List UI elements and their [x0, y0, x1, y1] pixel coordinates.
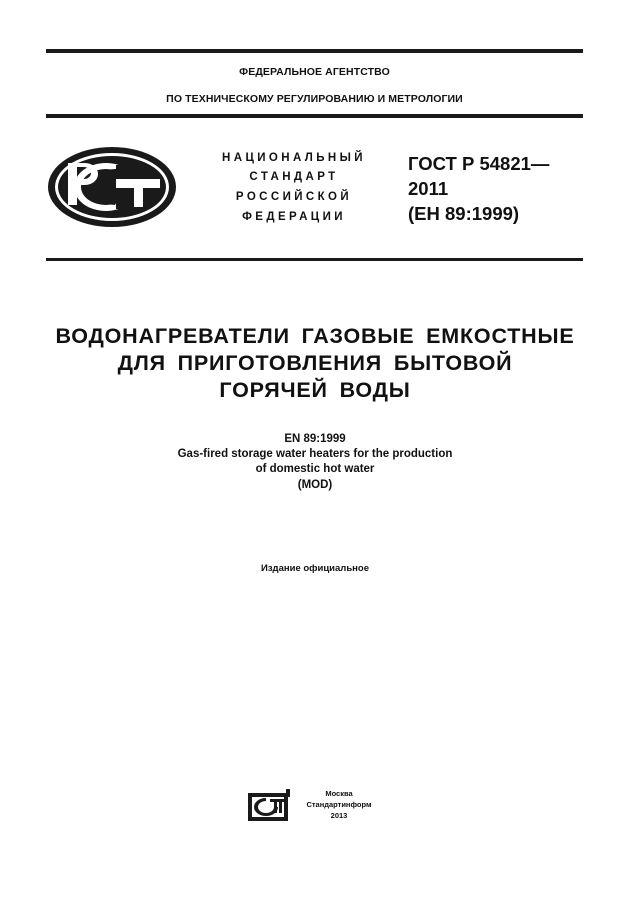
- publisher-year: 2013: [330, 811, 348, 820]
- national-standard-line-1: НАЦИОНАЛЬНЫЙ: [222, 152, 366, 164]
- standard-designation: [408, 151, 588, 226]
- designation-line-1: ГОСТ Р 54821—: [408, 153, 550, 174]
- document-title-line-3: ГОРЯЧЕЙ ВОДЫ: [219, 378, 411, 402]
- agency-line-1: ФЕДЕРАЛЬНОЕ АГЕНТСТВО: [239, 66, 390, 78]
- document-title-line-1: ВОДОНАГРЕВАТЕЛИ ГАЗОВЫЕ ЕМКОСТНЫЕ: [55, 324, 575, 348]
- agency-line-2: ПО ТЕХНИЧЕСКОМУ РЕГУЛИРОВАНИЮ И МЕТРОЛОГИИ: [166, 93, 463, 105]
- rst-logo-icon: [46, 145, 178, 229]
- middle-rule: [46, 258, 583, 261]
- en-title-line-1: Gas-fired storage water heaters for the production: [177, 448, 453, 460]
- publisher-city: Москва: [325, 789, 353, 798]
- en-title-line-2: of domestic hot water: [255, 463, 375, 475]
- en-mod: (MOD): [297, 479, 333, 491]
- top-rule: [46, 49, 583, 53]
- publisher-name: Стандартинформ: [306, 800, 372, 809]
- national-standard-line-4: ФЕДЕРАЦИИ: [242, 211, 346, 223]
- national-standard-line-2: СТАНДАРТ: [249, 171, 339, 183]
- national-standard-line-3: РОССИЙСКОЙ: [235, 191, 353, 203]
- document-title-line-2: ДЛЯ ПРИГОТОВЛЕНИЯ БЫТОВОЙ: [117, 351, 513, 375]
- edition-label: Издание официальное: [261, 563, 369, 574]
- designation-line-3: (ЕН 89:1999): [408, 203, 520, 224]
- en-code: EN 89:1999: [284, 433, 346, 445]
- header-rule: [46, 114, 583, 118]
- standartinform-logo-icon: [248, 789, 292, 823]
- designation-line-2: 2011: [408, 178, 449, 199]
